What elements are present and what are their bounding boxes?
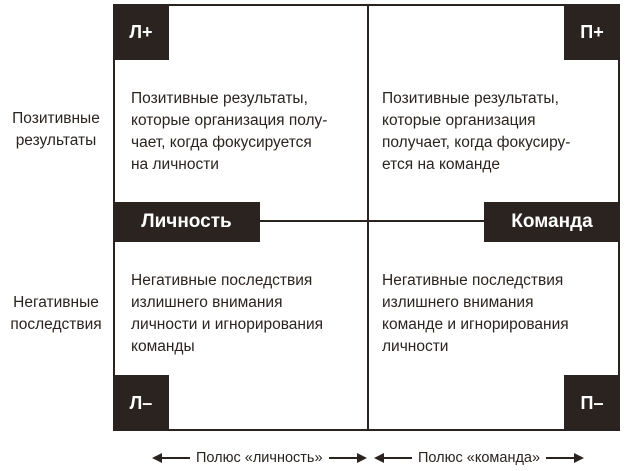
quadrant-text-top-left: Позитивные результаты, которые организация полу- чает, когда фокусируется на личности [131, 90, 328, 173]
arrow-left-icon [374, 452, 412, 464]
pole-label-team: Команда [484, 202, 620, 242]
axis-personality-pole [152, 447, 367, 469]
quadrant-text-bottom-right: Негативные последствия излишнего внимания команде и игнорирования личности [382, 272, 569, 355]
row-label-negative: Негативные последствия [10, 294, 102, 333]
horizontal-connector [260, 220, 484, 222]
quadrant-text-bottom-left: Негативные последствия излишнего внимания личности и игнорирования команды [131, 272, 324, 355]
row-label-positive: Позитивные результаты [12, 110, 100, 149]
pole-label-personality: Личность [113, 202, 260, 242]
vertical-divider [367, 4, 369, 431]
corner-label-p-minus: П– [564, 375, 620, 431]
arrow-left-icon [152, 452, 190, 464]
corner-label-l-minus: Л– [113, 375, 169, 431]
arrow-right-icon [329, 452, 367, 464]
quadrant-text-top-right: Позитивные результаты, которые организация получает, когда фокусиру- ется на команде [382, 90, 571, 173]
corner-label-p-plus: П+ [564, 4, 620, 60]
axis-label-personality: Полюс «личность» [196, 450, 323, 466]
axis-team-pole [374, 447, 584, 469]
arrow-right-icon [546, 452, 584, 464]
axis-label-team: Полюс «команда» [418, 450, 541, 466]
corner-label-l-plus: Л+ [113, 4, 169, 60]
